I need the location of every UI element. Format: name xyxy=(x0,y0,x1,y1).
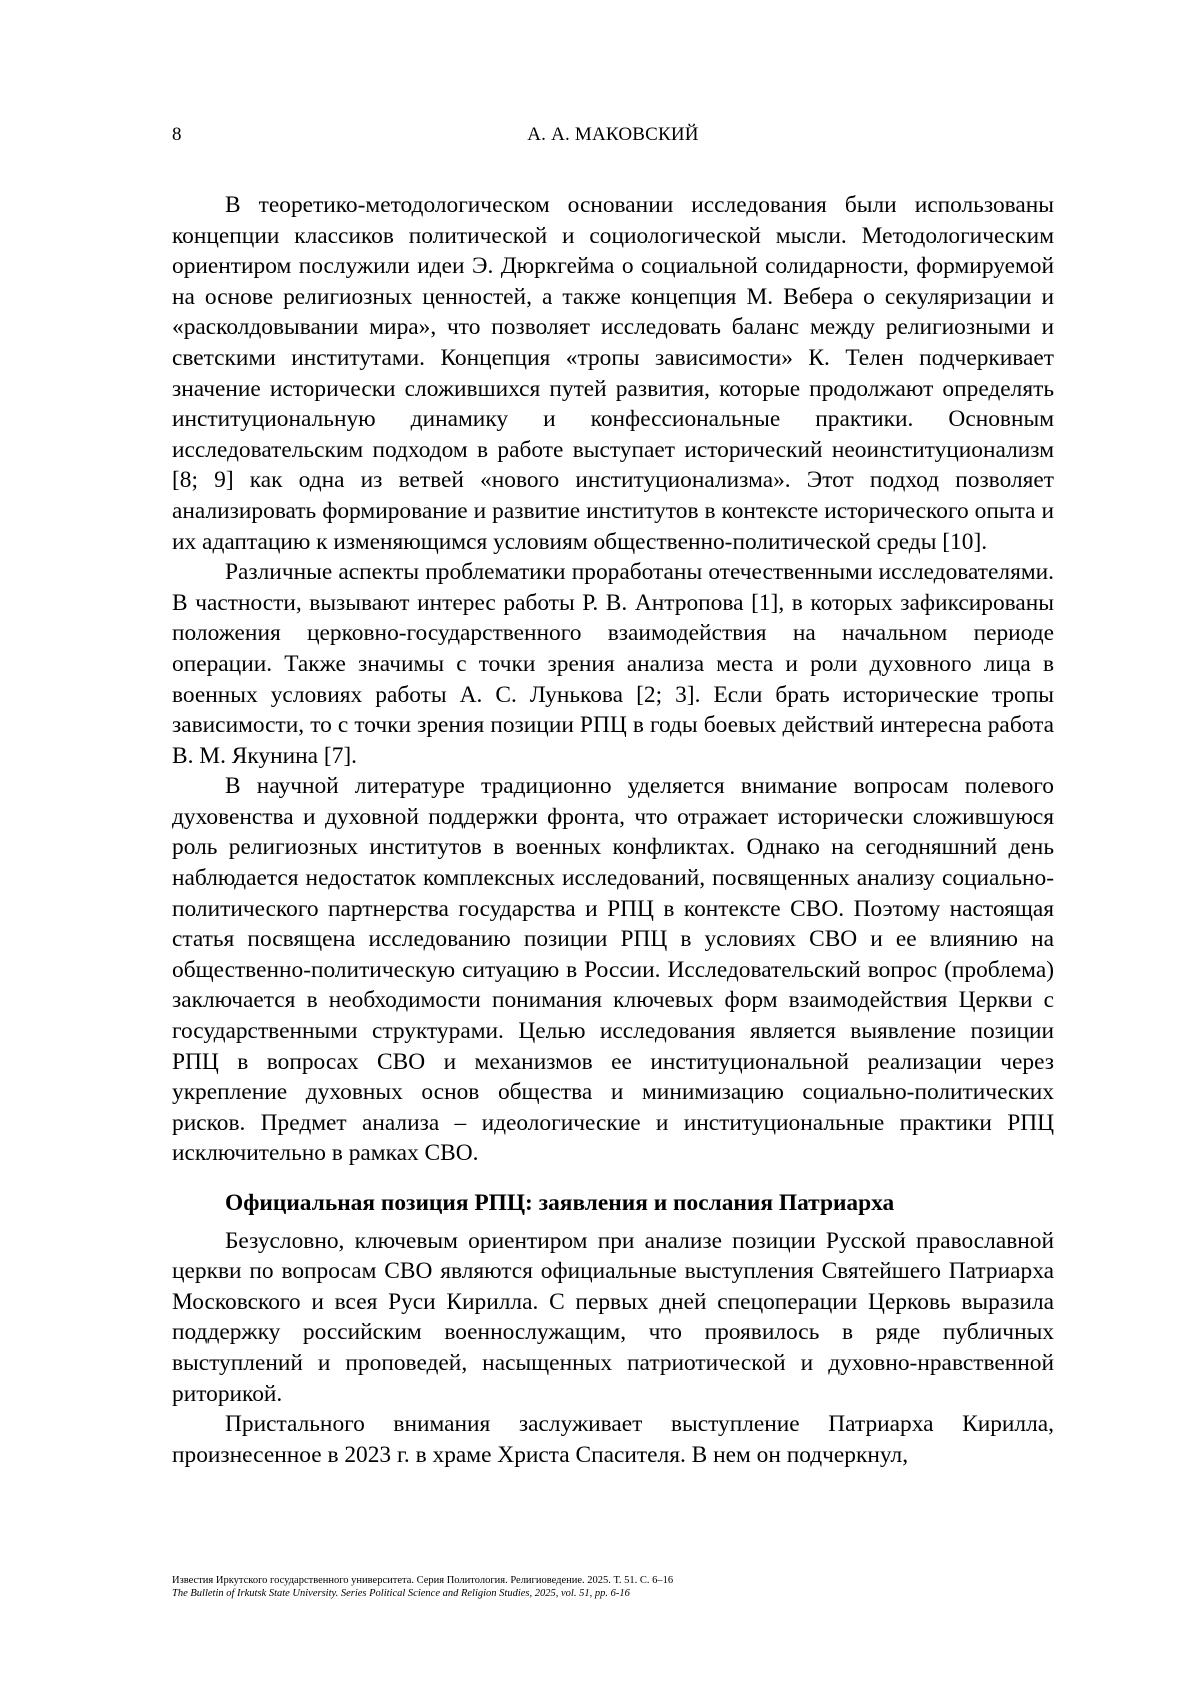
page-number: 8 xyxy=(172,124,182,146)
body-paragraph: Различные аспекты проблематики проработаны отечественными исследователями. В частности, вызывают интерес работы Р. В. Антропова [1], в которых зафиксированы положения церковно-государственного взаимодействия на начальном периоде операции. Также значимы с точки зрения анализа места и роли духовного лица в военных условиях работы А. С. Лунькова [2; 3]. Если брать исторические тропы зависимости, то с точки зрения позиции РПЦ в годы боевых действий интересна работа В. М. Якунина [7]. xyxy=(172,557,1054,771)
article-body xyxy=(172,190,1054,1470)
section-heading: Официальная позиция РПЦ: заявления и послания Патриарха xyxy=(172,1188,1054,1219)
body-paragraph: Пристального внимания заслуживает выступление Патриарха Кирилла, произнесенное в 2023 г. в храме Христа Спасителя. В нем он подчеркнул, xyxy=(172,1409,1054,1470)
body-paragraph: Безусловно, ключевым ориентиром при анализе позиции Русской православной церкви по вопросам СВО являются официальные выступления Святейшего Патриарха Московского и всея Руси Кирилла. С первых дней спецоперации Церковь выразила поддержку российским военнослужащим, что проявилось в ряде публичных выступлений и проповедей, насыщенных патриотической и духовно-нравственной риторикой. xyxy=(172,1226,1054,1410)
page-footer xyxy=(172,1574,1054,1600)
journal-citation-en: The Bulletin of Irkutsk State University. Series Political Science and Religion Studies, 2025, vol. 51, pp. 6-16 xyxy=(172,1587,1054,1600)
journal-citation-ru: Известия Иркутского государственного университета. Серия Политология. Религиоведение. 2025. Т. 51. С. 6–16 xyxy=(172,1574,1054,1587)
document-page xyxy=(0,0,1200,1705)
body-paragraph: В научной литературе традиционно уделяется внимание вопросам полевого духовенства и духовной поддержки фронта, что отражает исторически сложившуюся роль религиозных институтов в военных конфликтах. Однако на сегодняшний день наблюдается недостаток комплексных исследований, посвященных анализу социально-политического партнерства государства и РПЦ в контексте СВО. Поэтому настоящая статья посвящена исследованию позиции РПЦ в условиях СВО и ее влиянию на общественно-политическую ситуацию в России. Исследовательский вопрос (проблема) заключается в необходимости понимания ключевых форм взаимодействия Церкви с государственными структурами. Целью исследования является выявление позиции РПЦ в вопросах СВО и механизмов ее институциональной реализации через укрепление духовных основ общества и минимизацию социально-политических рисков. Предмет анализа – идеологические и институциональные практики РПЦ исключительно в рамках СВО. xyxy=(172,771,1054,1169)
page-header xyxy=(172,124,1054,154)
running-title: А. А. МАКОВСКИЙ xyxy=(172,124,1054,146)
body-paragraph: В теоретико-методологическом основании исследования были использованы концепции классиков политической и социологической мысли. Методологическим ориентиром послужили идеи Э. Дюркгейма о социальной солидарности, формируемой на основе религиозных ценностей, а также концепция М. Вебера о секуляризации и «расколдовывании мира», что позволяет исследовать баланс между религиозными и светскими институтами. Концепция «тропы зависимости» К. Телен подчеркивает значение исторически сложившихся путей развития, которые продолжают определять институциональную динамику и конфессиональные практики. Основным исследовательским подходом в работе выступает исторический неоинституционализм [8; 9] как одна из ветвей «нового институционализма». Этот подход позволяет анализировать формирование и развитие институтов в контексте исторического опыта и их адаптацию к изменяющимся условиям общественно-политической среды [10]. xyxy=(172,190,1054,557)
